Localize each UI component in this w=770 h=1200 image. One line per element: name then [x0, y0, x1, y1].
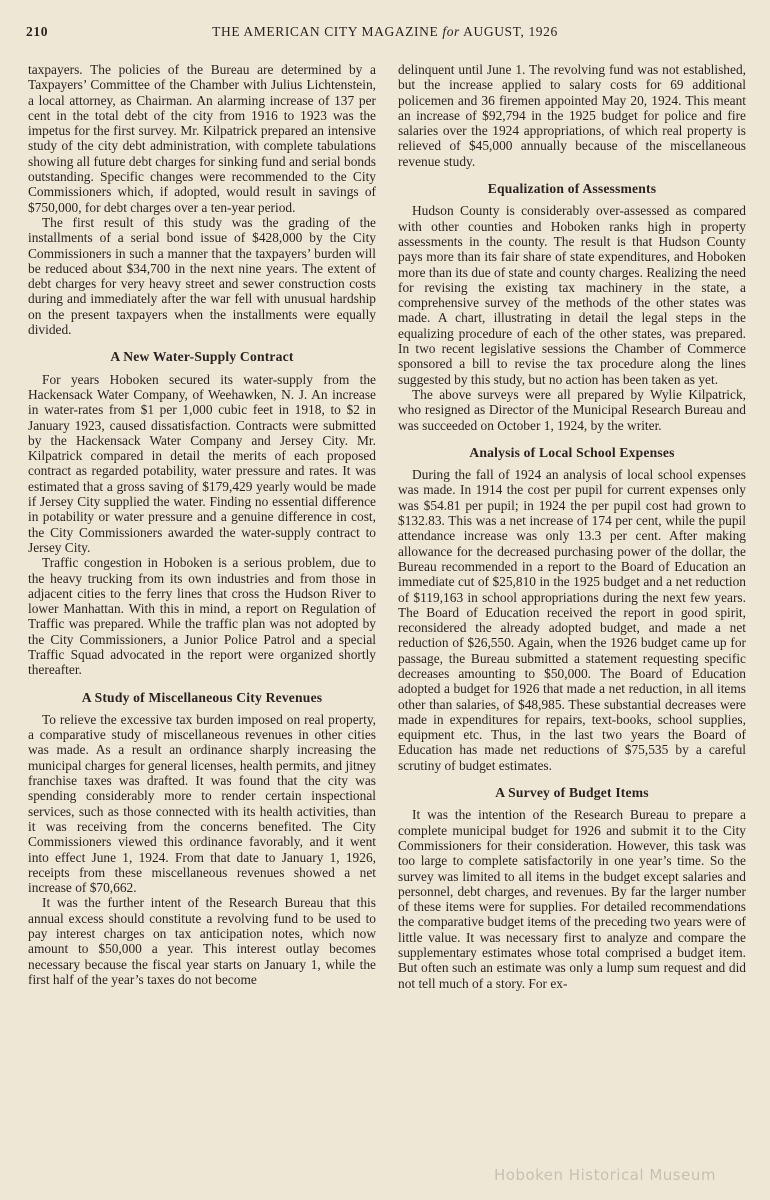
page-number: 210 — [26, 24, 49, 39]
paragraph: The above surveys were all prepared by Wylie Kilpatrick, who resigned as Director of the Municipal Research Bureau and was succeeded on October 1, 1924, by the writer. — [398, 386, 746, 433]
paragraph: For years Hoboken secured its water-supply from the Hackensack Water Company, of Weehawken, N. J. An increase in water-rates from $1 per 1,000 cubic feet in 1918, to $2 in January 1923, caused dissatisfaction. Contracts were submitted by the Hackensack Water Company and Jersey City. Mr. Kilpatrick compared in detail the merits of each proposed contract as regarded potability, water pressure and rates. It was estimated that a gross saving of $179,429 yearly would be made if Jersey City supplied the water. Finding no essential difference in potability or water pressure and a genuine difference in cost, the City Commissioners awarded the water-supply contract to Jersey City. — [28, 371, 376, 555]
paragraph: Traffic congestion in Hoboken is a serious problem, due to the heavy trucking from its own industries and from those in adjacent cities to the ferry lines that cross the Hudson River to lower Manhattan. With this in mind, a report on Regulation of Traffic was prepared. While the traffic plan was not adopted by the City Commissioners, a Junior Police Patrol and a special Traffic Squad advocated in the report were organized shortly thereafter. — [28, 555, 376, 678]
masthead — [26, 24, 744, 40]
museum-watermark: Hoboken Historical Museum — [494, 1166, 716, 1184]
paragraph: taxpayers. The policies of the Bureau are determined by a Taxpayers’ Committee of the Chamber with Julius Lichtenstein, a local attorney, as Chairman. An alarming increase of 137 per cent in the total debt of the city from 1916 to 1923 was the impetus for the first survey. Mr. Kilpatrick prepared an intensive study of the city debt administration, with complete tabulations showing all future debt charges for sinking fund and serial bonds outstanding. Specific changes were recommended to the City Commissioners which, if adopted, would result in savings of $750,000, for debt charges over a ten-year period. — [28, 62, 376, 215]
section-heading-misc-revenues: A Study of Miscellaneous City Revenues — [81, 689, 323, 705]
section-heading-water-supply: A New Water-Supply Contract — [110, 349, 294, 365]
for-word: for — [442, 24, 460, 39]
magazine-title: THE AMERICAN CITY MAGAZINE — [212, 24, 439, 39]
section-heading-equalization: Equalization of Assessments — [487, 181, 657, 197]
issue-date: AUGUST, 1926 — [463, 24, 558, 39]
paragraph: delinquent until June 1. The revolving fund was not established, but the increase applied to salary costs for 69 additional policemen and 36 firemen appointed May 20, 1924. This meant an increase of $92,794 in the 1925 budget for police and fire salaries over the 1924 appropriations, of which real property is relieved of $45,000 annually because of the miscellaneous revenue study. — [398, 62, 746, 169]
paragraph: To relieve the excessive tax burden imposed on real property, a comparative study of miscellaneous revenues in other cities was made. As a result an ordinance sharply increasing the municipal charges for general licenses, health permits, and jitney franchise taxes was drafted. It was found that the city was spending considerably more to render certain inspectional services, such as those connected with its health activities, than it was receiving from the concerns benefited. The City Commissioners viewed this ordinance favorably, and it went into effect June 1, 1924. From that date to January 1, 1926, receipts from these miscellaneous revenues showed a net increase of $70,662. — [28, 711, 376, 896]
right-column — [398, 62, 746, 991]
section-heading-school-expenses: Analysis of Local School Expenses — [469, 444, 675, 460]
paragraph: The first result of this study was the grading of the installments of a serial bond issue of $428,000 by the City Commissioners in such a manner that the taxpayers’ burden will be reduced about $34,700 in the next nine years. The extent of debt charges for very heavy street and sewer construction costs during and immediately after the war fell with unusual hardship on the present taxpayers when the installments were equally divided. — [28, 214, 376, 338]
paragraph: It was the further intent of the Research Bureau that this annual excess should constitute a revolving fund to be used to pay interest charges on tax anticipation notes, which now amount to $50,000 a year. This interest outlay becomes necessary because the fiscal year starts on January 1, while the first half of the year’s taxes do not become — [28, 895, 376, 987]
left-column — [28, 62, 376, 987]
paragraph: During the fall of 1924 an analysis of local school expenses was made. In 1914 the cost per pupil for current expenses only was $54.81 per pupil; in 1924 the per pupil cost had grown to $132.83. This was a net increase of 174 per cent, while the pupil attendance increase was only 13.3 per cent. After making allowance for the decreased purchasing power of the dollar, the Bureau recommended in a report to the Board of Education an immediate cut of $25,810 in the 1925 budget and a net reduction of $119,163 in school appropriations during the next few years. The Board of Education received the report in good spirit, reconsidered the already adopted budget, and made a net reduction of $26,550. Again, when the 1926 budget came up for passage, the Bureau submitted a statement requesting specific decreases amounting to $50,000. The Board of Education adopted a budget for 1926 that made a net reduction, in all items other than salaries, of $48,985. These substantial decreases were made in expenditures for repairs, text-books, school supplies, equipment etc. Thus, in the last two years the Board of Education has made net reductions of $75,535 by a careful scrutiny of budget estimates. — [398, 467, 746, 773]
paragraph: It was the intention of the Research Bureau to prepare a complete municipal budget for 1926 and submit it to the City Commissioners for their consideration. However, this task was too large to complete satisfactorily in one year’s time. So the survey was limited to all items in the budget except salaries and personnel, debt charges, and revenues. By far the larger number of these items were for supplies. For detailed recommendations the comparative budget items of the preceding two years were of little value. It was necessary first to analyze and compare the supplementary estimates whose total comprised a budget item. But often such an estimate was only a lump sum request and did not tell much of a story. For ex- — [398, 807, 746, 991]
page-header — [26, 24, 744, 46]
section-heading-budget-items: A Survey of Budget Items — [495, 785, 649, 801]
paragraph: Hudson County is considerably over-assessed as compared with other counties and Hoboken ranks high in property assessments in the county. The result is that Hudson County pays more than its fair share of state expenditures, and Hoboken more than its due of state and county charges. Realizing the need for revising the existing tax machinery in the state, a comprehensive survey of the methods of the other states was made. A chart, illustrating in detail the legal steps in the equalizing procedure of each of the other states, was prepared. In two recent legislative sessions the Chamber of Commerce sponsored a bill to revise the tax procedure along the lines suggested by this study, but no action has been taken as yet. — [398, 203, 746, 387]
